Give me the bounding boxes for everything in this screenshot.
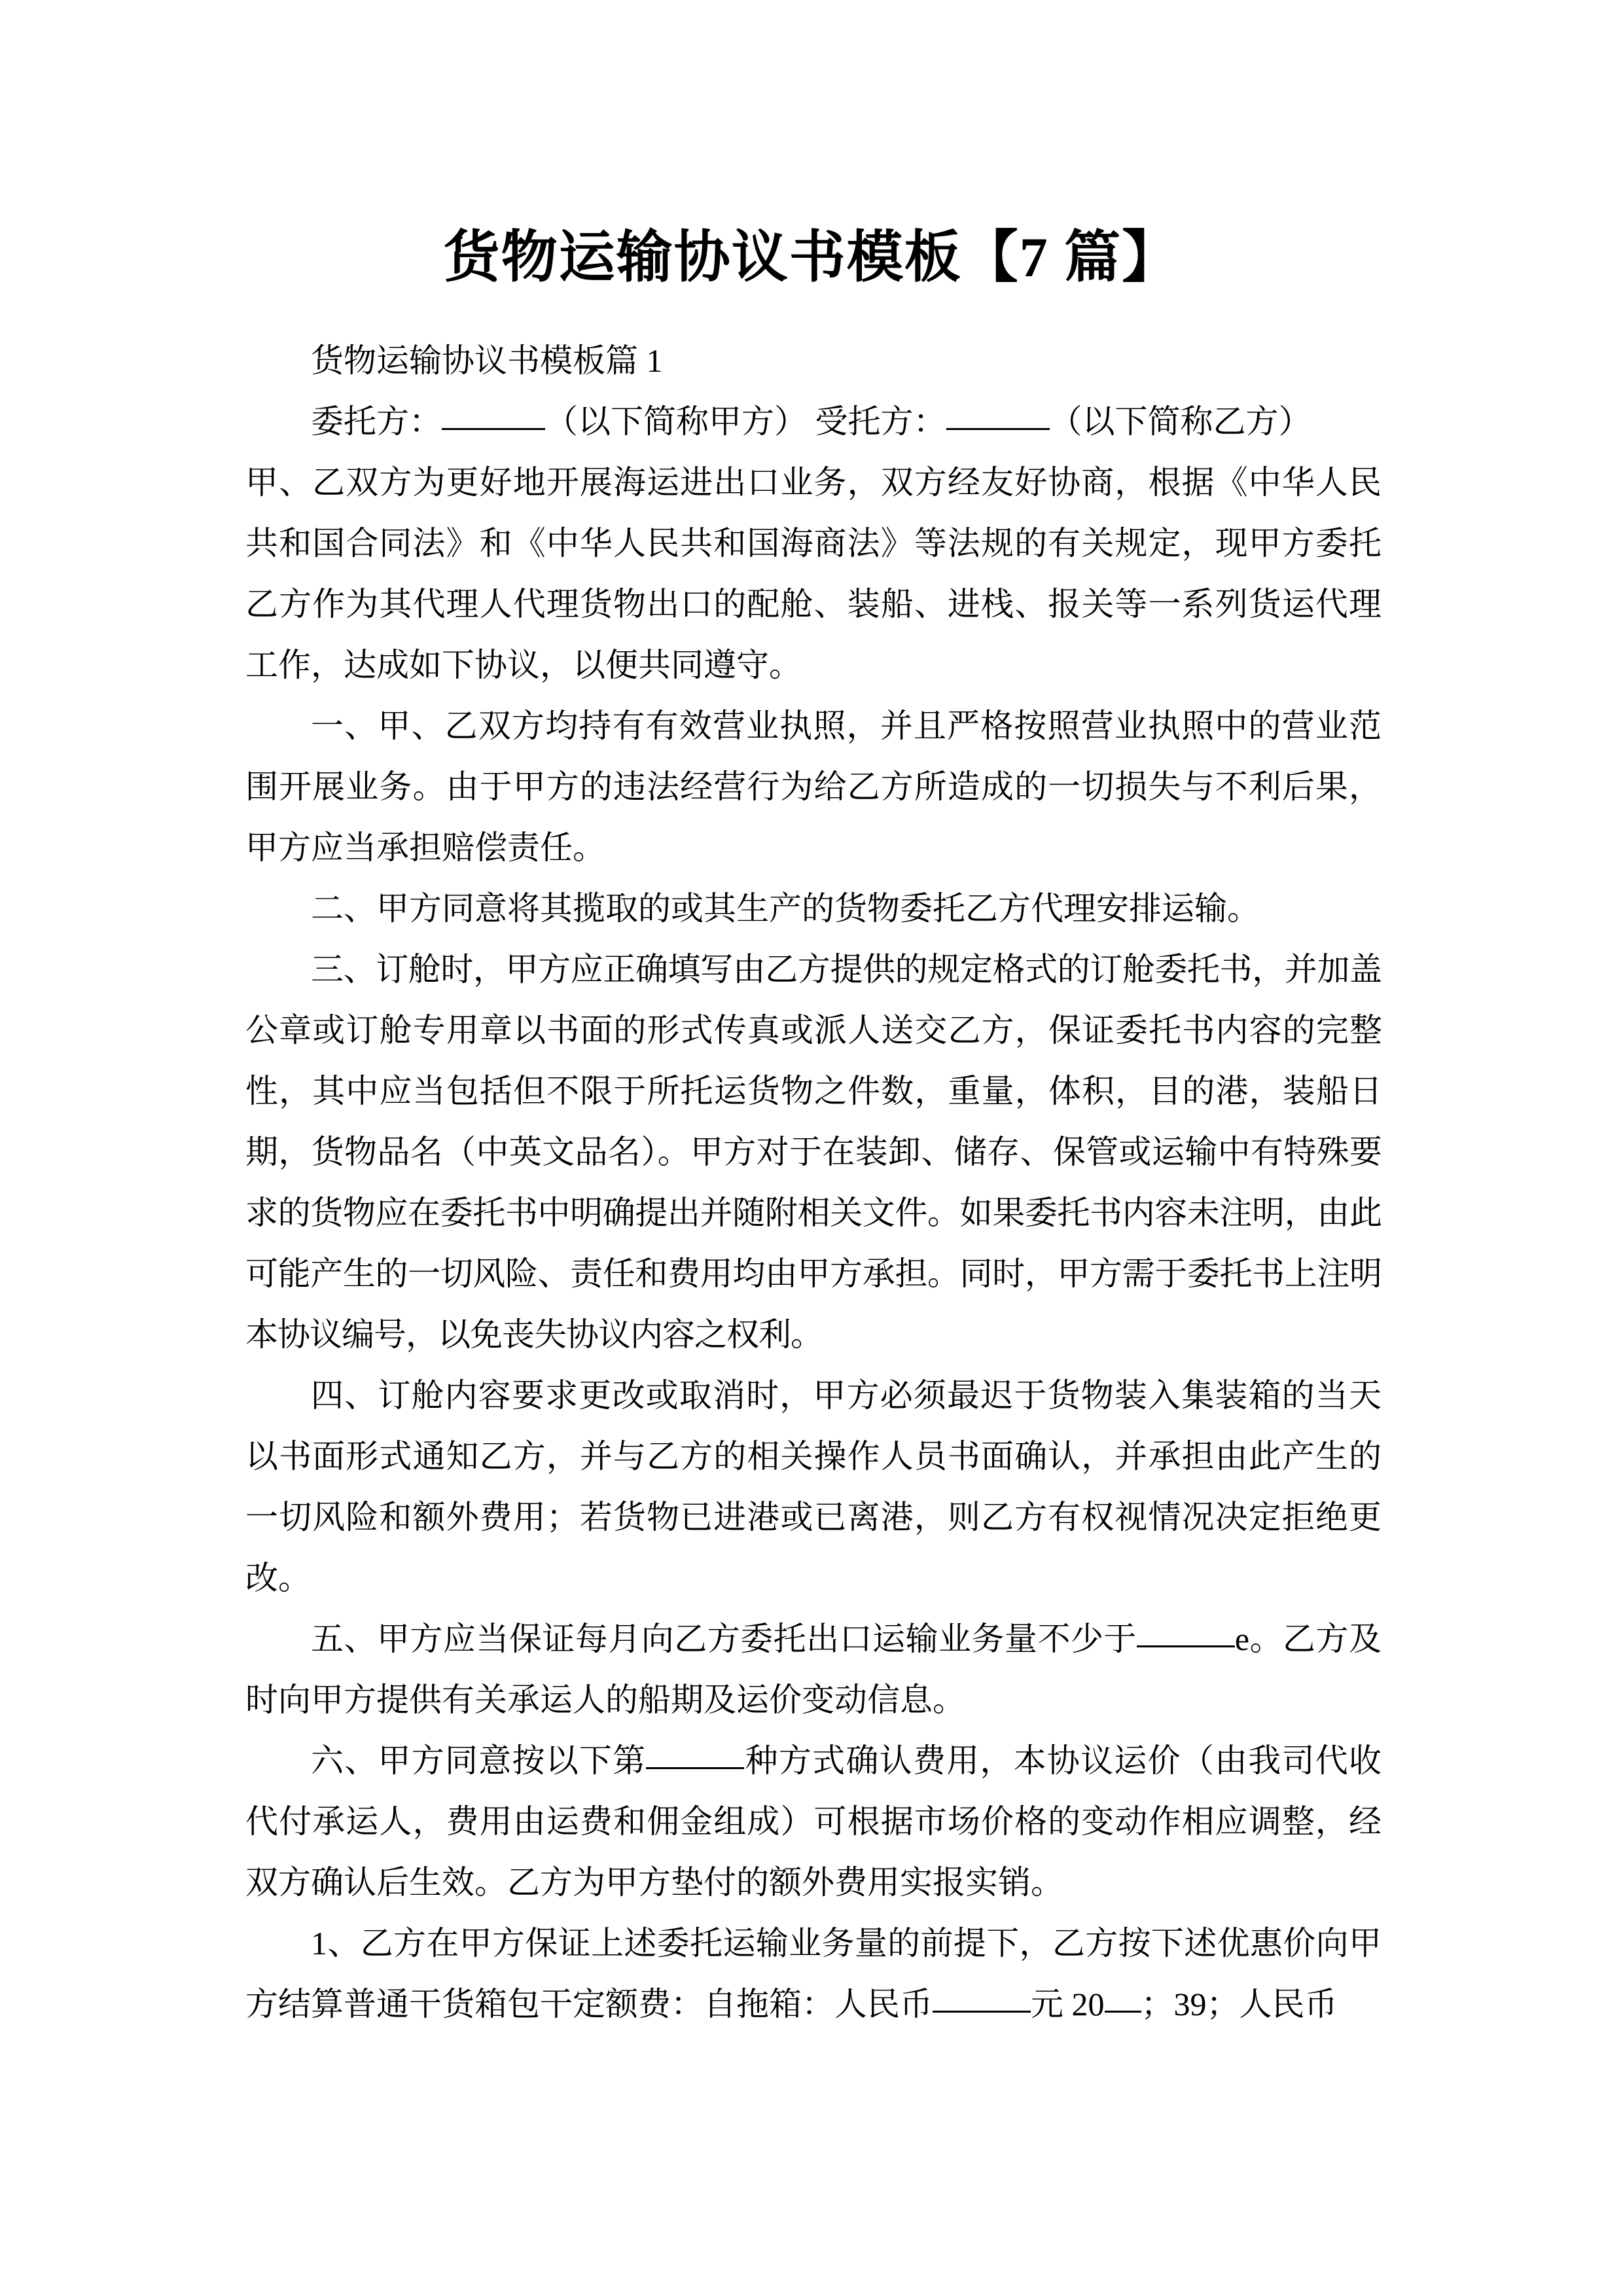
consignor-label: 委托方： — [311, 403, 442, 440]
clause-number: 三、 — [311, 951, 376, 988]
clause-item — [245, 696, 1382, 878]
sub-item-text-1: 乙方在甲方保证上述委托运输业务量的前提下，乙方按下述优惠价向甲方结算普通干货箱包干定额费：自拖箱：人民币 — [245, 1925, 1382, 2022]
clause-text: 订舱时，甲方应正确填写由乙方提供的规定格式的订舱委托书，并加盖公章或订舱专用章以书面的形式传真或派人送交乙方，保证委托书内容的完整性，其中应当包括但不限于所托运货物之件数，重量，体积，目的港，装船日期，货物品名（中英文品名）。甲方对于在装卸、储存、保管或运输中有特殊要求的货物应在委托书中明确提出并随附相关文件。如果委托书内容未注明，由此可能产生的一切风险、责任和费用均由甲方承担。同时，甲方需于委托书上注明本协议编号，以免丧失协议内容之权利。 — [245, 951, 1382, 1353]
section-subheading: 货物运输协议书模板篇 1 — [311, 342, 663, 379]
clause-item-six — [245, 1731, 1382, 1913]
clause-text: 甲、乙双方均持有有效营业执照，并且严格按照营业执照中的营业范围开展业务。由于甲方的违法经营行为给乙方所造成的一切损失与不利后果，甲方应当承担赔偿责任。 — [245, 708, 1382, 866]
sub-item-number: 1、 — [311, 1925, 361, 1962]
volume-blank[interactable] — [1137, 1645, 1235, 1647]
clause-text: 甲方同意将其揽取的或其生产的货物委托乙方代理安排运输。 — [376, 890, 1260, 927]
consignee-blank[interactable] — [946, 428, 1050, 430]
consignee-alias: （以下简称乙方） — [1049, 403, 1311, 440]
preamble-paragraph: 甲、乙双方为更好地开展海运进出口业务，双方经友好协商，根据《中华人民共和国合同法》和《中华人民共和国海商法》等法规的有关规定，现甲方委托乙方作为其代理人代理货物出口的配舱、装船、进栈、报关等一系列货运代理工作，达成如下协议，以便共同遵守。 — [245, 464, 1382, 683]
sub-item-text-3: ；39；人民币 — [1141, 1986, 1338, 2022]
clause-number: 二、 — [311, 890, 376, 927]
clause-text-before: 甲方同意按以下第 — [378, 1742, 647, 1779]
clause-text-after: e。乙方及时向甲方提供有关承运人的船期及运价变动信息。 — [245, 1621, 1382, 1718]
method-blank[interactable] — [646, 1767, 744, 1769]
clause-item-five — [245, 1609, 1382, 1731]
page-title: 货物运输协议书模板【7 篇】 — [443, 225, 1180, 289]
clause-item — [245, 1365, 1382, 1609]
clause-text-after: 种方式确认费用，本协议运价（由我司代收代付承运人，费用由运费和佣金组成）可根据市场价格的变动作相应调整，经双方确认后生效。乙方为甲方垫付的额外费用实报实销。 — [245, 1742, 1382, 1901]
parties-line — [245, 391, 1382, 452]
sub-item-text-2: 元 20 — [1031, 1986, 1105, 2022]
clause-number: 四、 — [311, 1377, 378, 1414]
consignor-blank[interactable] — [442, 428, 545, 430]
clause-item — [245, 939, 1382, 1365]
clause-number: 一、 — [311, 708, 378, 744]
year-blank[interactable] — [1105, 2011, 1141, 2013]
document-body — [245, 331, 1382, 2035]
consignee-label: 受托方： — [815, 403, 946, 440]
consignor-alias: （以下简称甲方） — [545, 403, 807, 440]
clause-item — [245, 878, 1382, 939]
sub-item-one — [245, 1913, 1382, 2035]
clause-number: 六、 — [311, 1742, 378, 1779]
price-blank[interactable] — [933, 2011, 1031, 2013]
clause-text-before: 甲方应当保证每月向乙方委托出口运输业务量不少于 — [376, 1621, 1137, 1657]
clause-number: 五、 — [311, 1621, 377, 1657]
clause-text: 订舱内容要求更改或取消时，甲方必须最迟于货物装入集装箱的当天以书面形式通知乙方，并与乙方的相关操作人员书面确认，并承担由此产生的一切风险和额外费用；若货物已进港或已离港，则乙方有权视情况决定拒绝更改。 — [245, 1377, 1382, 1596]
